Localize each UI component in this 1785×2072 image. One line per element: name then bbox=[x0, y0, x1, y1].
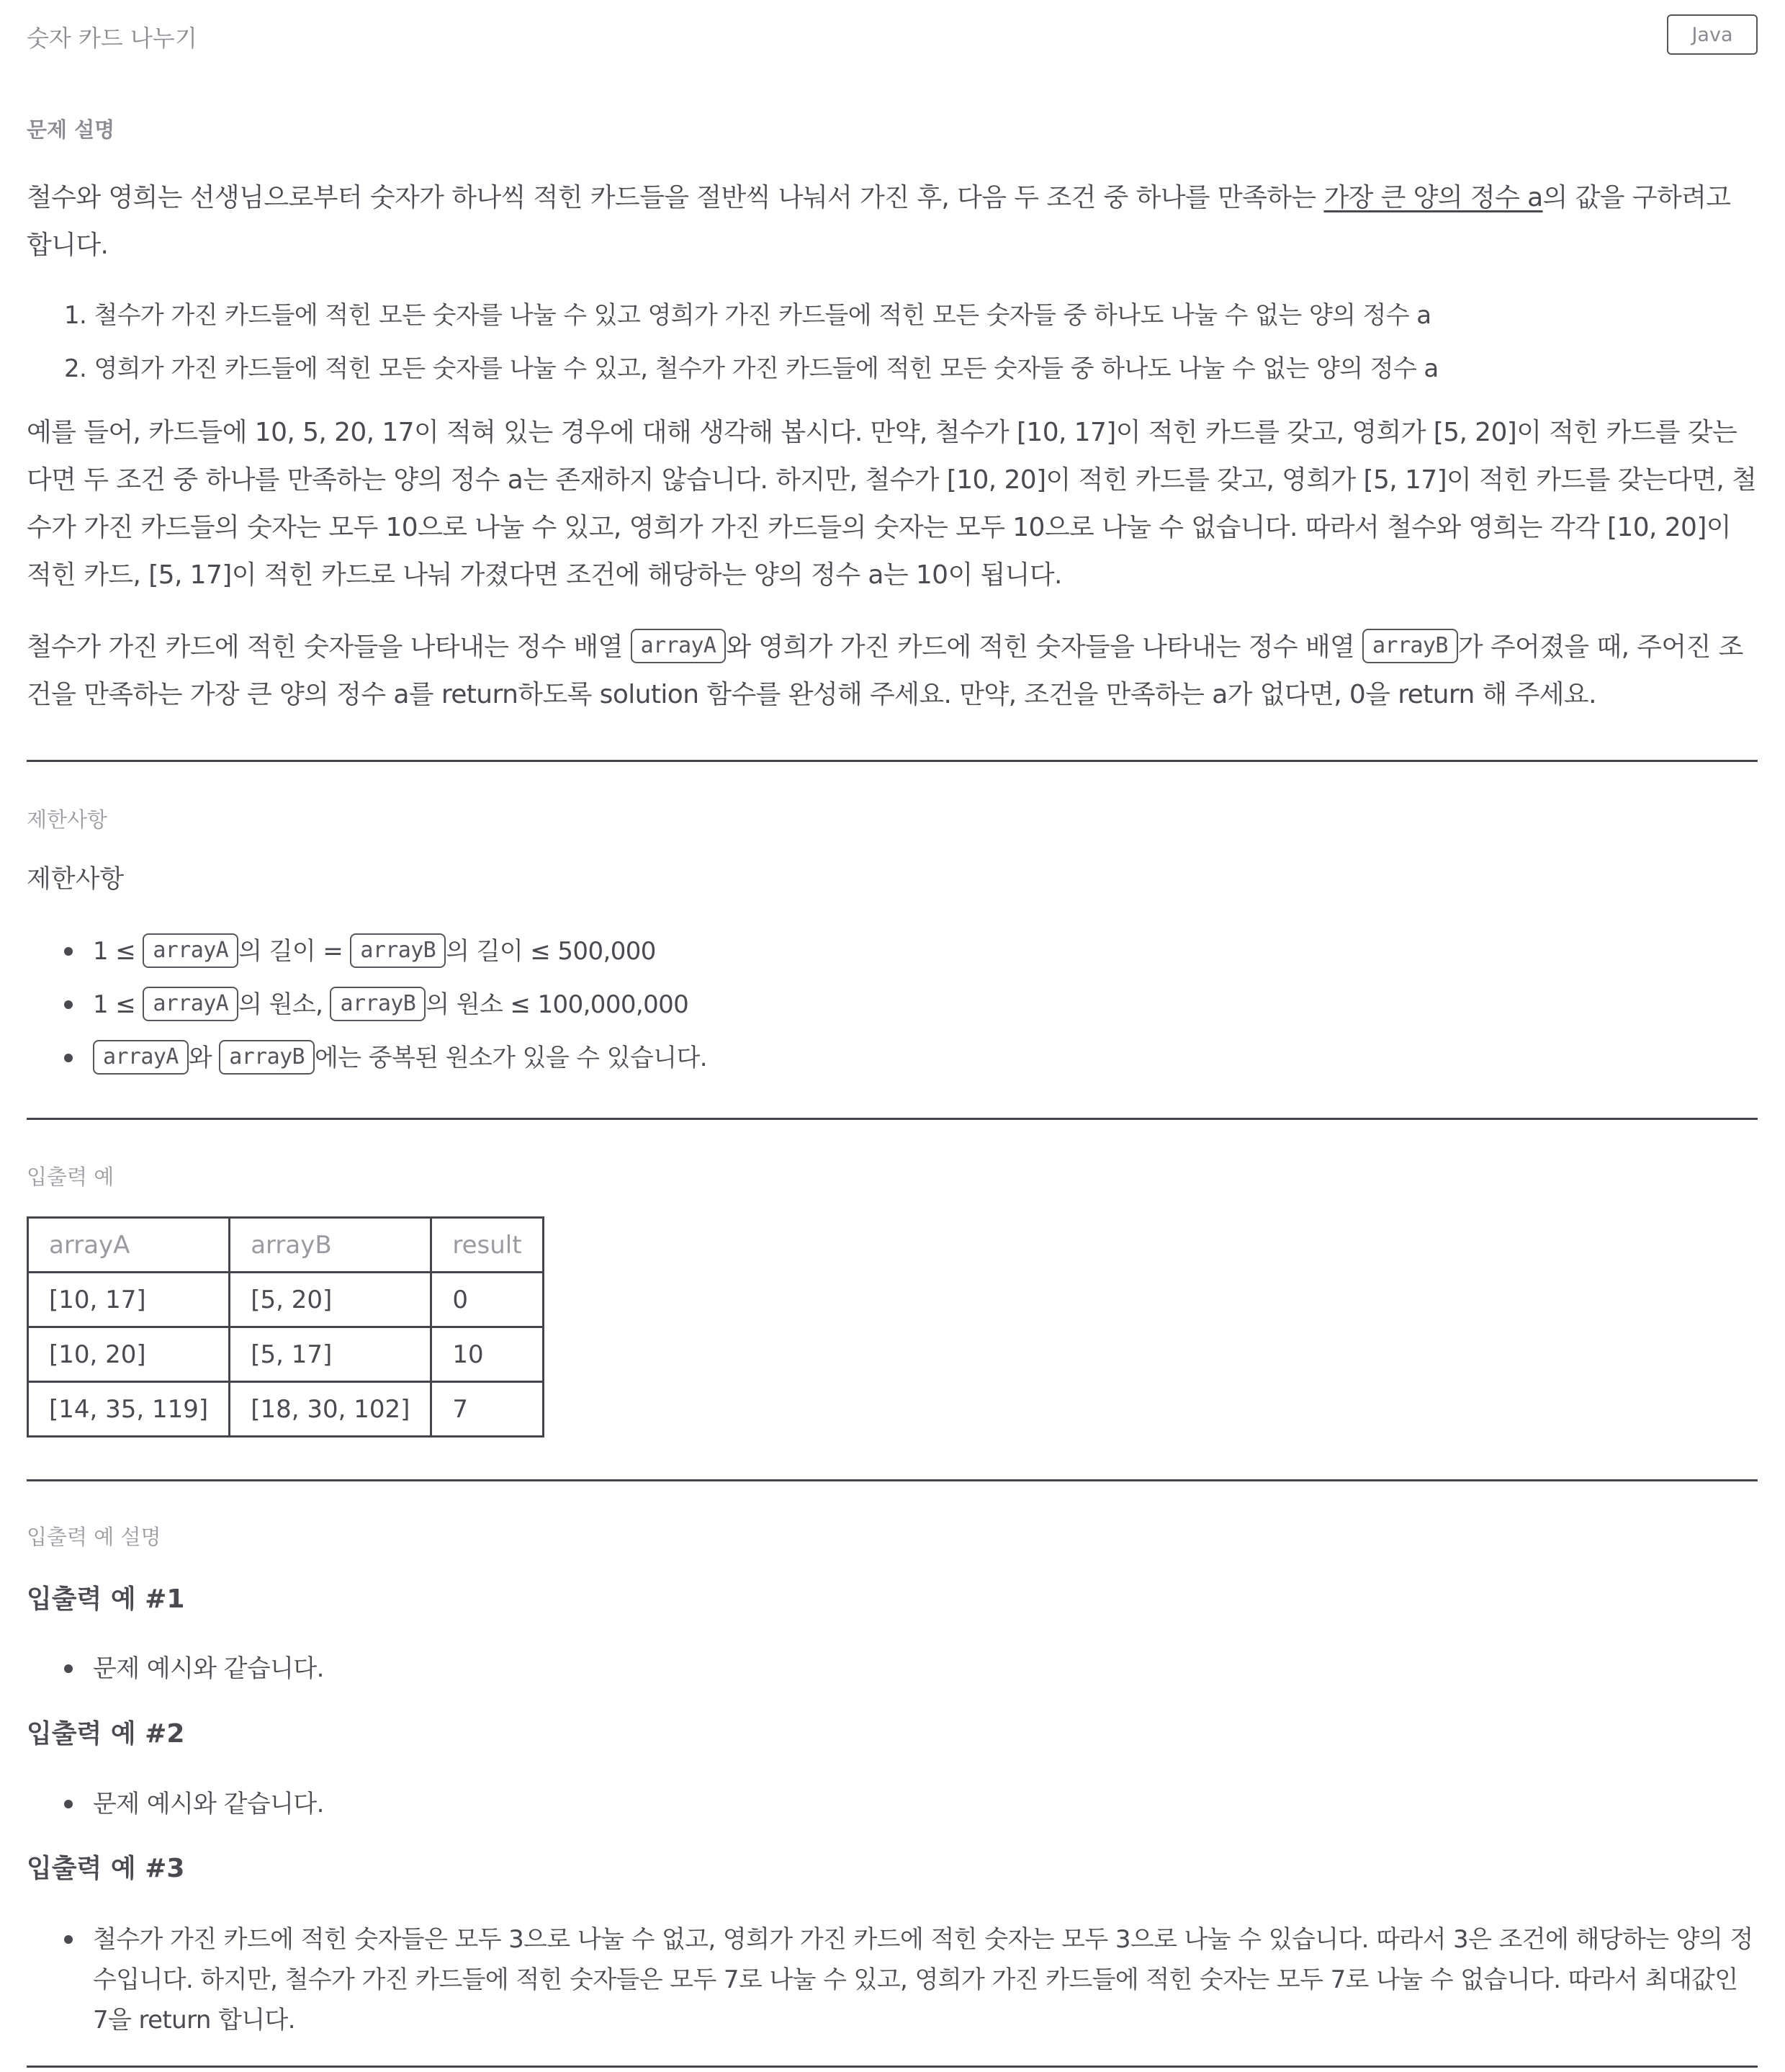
table-row bbox=[28, 1273, 544, 1327]
language-select-button[interactable]: Java bbox=[1667, 14, 1758, 55]
code-arrayA: arrayA bbox=[93, 1040, 189, 1075]
example-2-list bbox=[93, 1777, 1756, 1831]
example-1-list bbox=[93, 1642, 1756, 1695]
constraint-item-2: 1 ≤ arrayA 의 원소, arrayB 의 원소 ≤ 100,000,000 bbox=[93, 978, 1756, 1031]
section-divider bbox=[27, 2066, 1758, 2068]
table-header-row bbox=[28, 1218, 544, 1273]
code-arrayA: arrayA bbox=[631, 629, 727, 663]
table-header-cell: result bbox=[431, 1218, 543, 1273]
section-divider bbox=[27, 1479, 1758, 1481]
explanations-section-label: 입출력 예 설명 bbox=[27, 1525, 161, 1549]
constraints-list bbox=[93, 925, 1756, 1085]
page-title: 숫자 카드 나누기 bbox=[27, 24, 197, 52]
list-item: 철수가 가진 카드에 적힌 숫자들은 모두 3으로 나눌 수 없고, 영희가 가진 카드에 적힌 숫자는 모두 3으로 나눌 수 있습니다. 따라서 3은 조건에 해당하는 양의 정수입니다. 하지만, 철수가 가진 카드들에 적힌 숫자들은 모두 7로 나눌 수 있고, 영희가 가진 카드들에 적힌 숫자는 모두 7로 나눌 수 없습니다. 따라서 최대값인 7을 return 합니다. bbox=[93, 1919, 1756, 2040]
description-paragraph-2: 예를 들어, 카드들에 10, 5, 20, 17이 적혀 있는 경우에 대해 생각해 봅시다. 만약, 철수가 [10, 17]이 적힌 카드를 갖고, 영희가 [5, 20]이 적힌 카드를 갖는다면 두 조건 중 하나를 만족하는 양의 정수 a는 존재하지 않습니다. 하지만, 철수가 [10, 20]이 적힌 카드를 갖고, 영희가 [5, 17]이 적힌 카드를 갖는다면, 철수가 가진 카드들의 숫자는 모두 10으로 나눌 수 있고, 영희가 가진 카드들의 숫자는 모두 10으로 나눌 수 없습니다. 따라서 철수와 영희는 각각 [10, 20]이 적힌 카드, [5, 17]이 적힌 카드로 나눠 가졌다면 조건에 해당하는 양의 정수 a는 10이 됩니다. bbox=[27, 418, 1757, 590]
code-arrayB: arrayB bbox=[1362, 629, 1458, 663]
condition-item-2: 2. 영희가 가진 카드들에 적힌 모든 숫자를 나눌 수 있고, 철수가 가진 카드들에 적힌 모든 숫자들 중 하나도 나눌 수 없는 양의 정수 a bbox=[64, 354, 1439, 383]
constraint-item-3: arrayA 와 arrayB 에는 중복된 원소가 있을 수 있습니다. bbox=[93, 1031, 1756, 1085]
examples-section-label: 입출력 예 bbox=[27, 1165, 114, 1189]
code-arrayA: arrayA bbox=[143, 933, 238, 968]
condition-item-1: 1. 철수가 가진 카드들에 적힌 모든 숫자를 나눌 수 있고 영희가 가진 카드들에 적힌 모든 숫자들 중 하나도 나눌 수 없는 양의 정수 a bbox=[64, 301, 1431, 330]
table-cell: [18, 30, 102] bbox=[230, 1382, 431, 1437]
code-arrayB: arrayB bbox=[350, 933, 446, 968]
list-item: 문제 예시와 같습니다. bbox=[93, 1777, 1756, 1831]
constraints-heading: 제한사항 bbox=[27, 865, 125, 894]
description-paragraph-1: 철수와 영희는 선생님으로부터 숫자가 하나씩 적힌 카드들을 절반씩 나눠서 가진 후, 다음 두 조건 중 하나를 만족하는 가장 큰 양의 정수 a의 값을 구하려고 합니다. bbox=[27, 183, 1731, 260]
examples-table bbox=[27, 1216, 544, 1438]
example-3-list bbox=[93, 1919, 1756, 2040]
section-divider bbox=[27, 760, 1758, 762]
table-cell: 7 bbox=[431, 1382, 543, 1437]
table-cell: [5, 20] bbox=[230, 1273, 431, 1327]
constraint-item-1: 1 ≤ arrayA 의 길이 = arrayB 의 길이 ≤ 500,000 bbox=[93, 925, 1756, 978]
table-cell: [5, 17] bbox=[230, 1327, 431, 1382]
table-header-cell: arrayA bbox=[28, 1218, 230, 1273]
table-cell: [14, 35, 119] bbox=[28, 1382, 230, 1437]
code-arrayB: arrayB bbox=[219, 1040, 315, 1075]
description-paragraph-3: 철수가 가진 카드에 적힌 숫자들을 나타내는 정수 배열 arrayA 와 영희가 가진 카드에 적힌 숫자들을 나타내는 정수 배열 arrayB 가 주어졌을 때, 주어진 조건을 만족하는 가장 큰 양의 정수 a를 return하도록 solution 함수를 완성해 주세요. 만약, 조건을 만족하는 a가 없다면, 0을 return 해 주세요. bbox=[27, 624, 1758, 719]
table-row bbox=[28, 1327, 544, 1382]
target-highlight: 가장 큰 양의 정수 a bbox=[1323, 183, 1543, 212]
constraints-section-label: 제한사항 bbox=[27, 807, 108, 832]
table-cell: 10 bbox=[431, 1327, 543, 1382]
example-3-title: 입출력 예 #3 bbox=[27, 1854, 185, 1883]
table-row bbox=[28, 1382, 544, 1437]
description-section-label: 문제 설명 bbox=[27, 117, 115, 142]
table-cell: 0 bbox=[431, 1273, 543, 1327]
code-arrayB: arrayB bbox=[330, 987, 426, 1021]
table-cell: [10, 17] bbox=[28, 1273, 230, 1327]
table-header-cell: arrayB bbox=[230, 1218, 431, 1273]
example-1-title: 입출력 예 #1 bbox=[27, 1584, 185, 1614]
table-cell: [10, 20] bbox=[28, 1327, 230, 1382]
condition-list bbox=[64, 289, 1756, 395]
example-2-title: 입출력 예 #2 bbox=[27, 1719, 185, 1749]
code-arrayA: arrayA bbox=[143, 987, 238, 1021]
list-item: 문제 예시와 같습니다. bbox=[93, 1642, 1756, 1695]
section-divider bbox=[27, 1118, 1758, 1120]
